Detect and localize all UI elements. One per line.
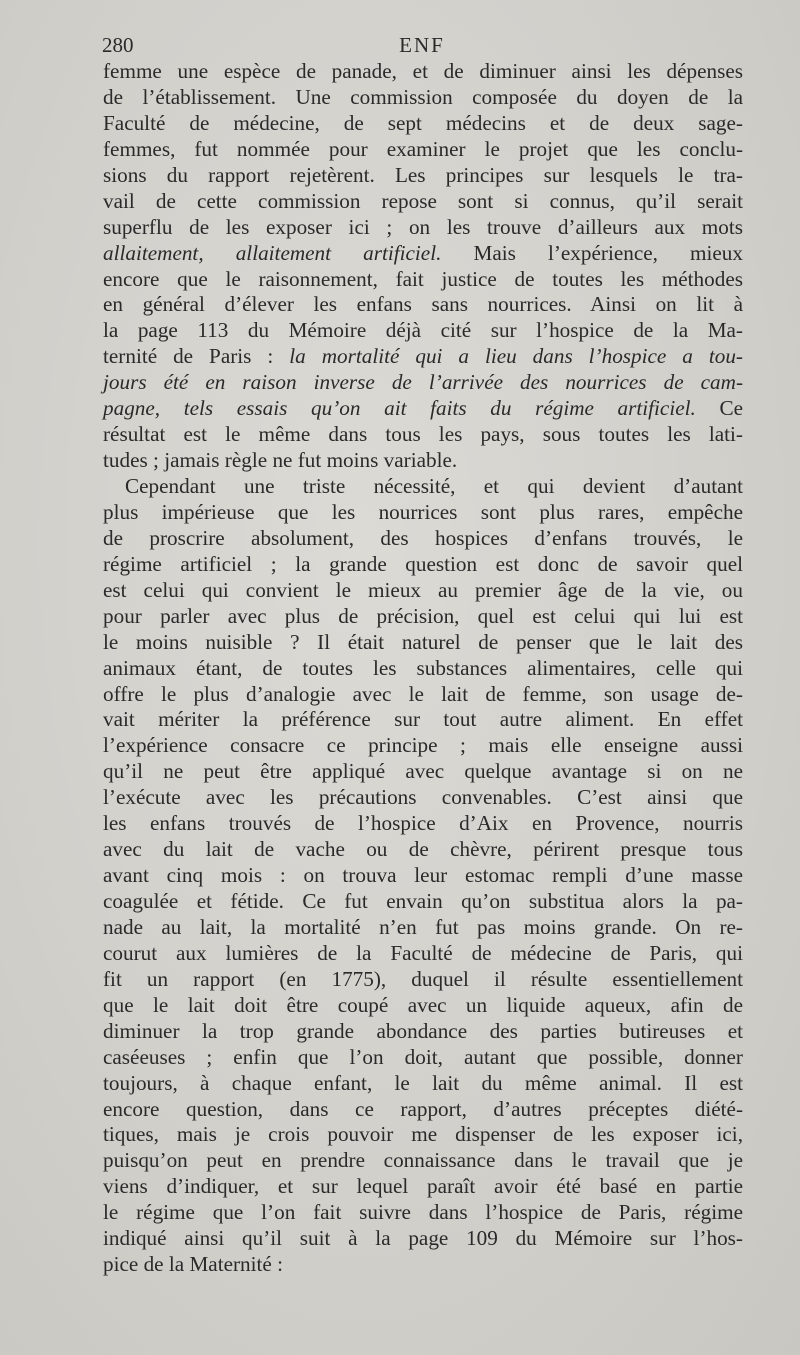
text-run: vait mériter la préférence sur tout autre aliment. En effet	[103, 707, 743, 732]
italic-text: allaitement, allaitement artificiel.	[103, 240, 442, 265]
running-head: ENF	[399, 33, 445, 57]
text-run: pour parler avec plus de précision, quel est celui qui lui est	[103, 603, 743, 628]
text-run: puisqu’on peut en prendre connaissance dans le travail que je	[103, 1148, 743, 1173]
text-line	[103, 863, 743, 889]
text-line	[103, 344, 743, 370]
text-line	[103, 137, 743, 163]
text-run: coagulée et fétide. Ce fut envain qu’on substitua alors la pa-	[103, 889, 743, 913]
text-run: les enfans trouvés de l’hospice d’Aix en Provence, nourris	[103, 811, 743, 836]
text-run: de l’établissement. Une commission composée du doyen de la	[103, 84, 743, 109]
text-run: offre le plus d’analogie avec le lait de femme, son usage de-	[103, 681, 743, 706]
text-run: Cependant une triste nécessité, et qui devient d’autant	[125, 474, 743, 498]
text-run: encore question, dans ce rapport, d’autres préceptes diété-	[103, 1096, 743, 1121]
text-run: de proscrire absolument, des hospices d’enfans trouvés, le	[103, 525, 743, 550]
text-line	[103, 837, 743, 863]
text-line	[103, 1019, 743, 1045]
text-line	[103, 733, 743, 759]
text-line	[103, 318, 743, 344]
text-line	[103, 474, 743, 500]
text-run: femmes, fut nommée pour examiner le projet que les conclu-	[103, 136, 743, 161]
text-line	[103, 578, 743, 604]
text-line	[103, 85, 743, 111]
text-line	[103, 1122, 743, 1148]
italic-text: pagne, tels essais qu’on ait faits du régime artificiel.	[103, 396, 696, 421]
text-run: qu’il ne peut être appliqué avec quelque avantage si on ne	[103, 759, 743, 784]
text-line	[103, 267, 743, 293]
italic-text: la mortalité qui a lieu dans l’hospice a tou-	[289, 344, 743, 369]
italic-text: jours été en raison inverse de l’arrivée des nourrices de cam-	[103, 370, 743, 395]
text-line	[103, 215, 743, 241]
text-line	[103, 500, 743, 526]
text-line	[103, 292, 743, 318]
text-run: caséeuses ; enfin que l’on doit, autant que possible, donner	[103, 1044, 743, 1069]
text-line	[103, 59, 743, 85]
text-run: indiqué ainsi qu’il suit à la page 109 du Mémoire sur l’hos-	[103, 1226, 743, 1251]
text-run: femme une espèce de panade, et de diminuer ainsi les dépenses	[103, 59, 743, 83]
text-line	[103, 1200, 743, 1226]
text-line	[103, 163, 743, 189]
text-run: avec du lait de vache ou de chèvre, périrent presque tous	[103, 837, 743, 862]
text-line	[103, 604, 743, 630]
body-text	[103, 59, 743, 1278]
text-run: Ce	[695, 396, 743, 421]
text-run: l’expérience consacre ce principe ; mais elle enseigne aussi	[103, 733, 743, 758]
text-run: tiques, mais je crois pouvoir me dispenser de les exposer ici,	[103, 1122, 743, 1147]
text-run: Mais l’expérience, mieux	[441, 240, 743, 265]
text-line	[103, 1071, 743, 1097]
text-run: résultat est le même dans tous les pays, sous toutes les lati-	[103, 422, 743, 447]
text-line	[103, 1097, 743, 1123]
text-run: Faculté de médecine, de sept médecins et de deux sage-	[103, 110, 743, 135]
text-run: viens d’indiquer, et sur lequel paraît avoir été basé en partie	[103, 1174, 743, 1199]
text-line	[103, 759, 743, 785]
text-run: régime artificiel ; la grande question est donc de savoir quel	[103, 551, 743, 576]
text-line	[103, 111, 743, 137]
text-line	[103, 1045, 743, 1071]
text-run: toujours, à chaque enfant, le lait du même animal. Il est	[103, 1070, 743, 1095]
text-line	[103, 967, 743, 993]
text-run: le régime que l’on fait suivre dans l’hospice de Paris, régime	[103, 1200, 743, 1225]
text-line	[103, 1252, 743, 1278]
text-line	[103, 941, 743, 967]
text-run: pice de la Maternité :	[103, 1252, 284, 1277]
text-run: vail de cette commission repose sont si connus, qu’il serait	[103, 188, 743, 213]
text-run: superflu de les exposer ici ; on les trouve d’ailleurs aux mots	[103, 214, 743, 239]
text-run: sions du rapport rejetèrent. Les principes sur lesquels le tra-	[103, 162, 743, 187]
text-line	[103, 1148, 743, 1174]
text-run: animaux étant, de toutes les substances alimentaires, celle qui	[103, 655, 743, 680]
text-run: que le lait doit être coupé avec un liquide aqueux, afin de	[103, 992, 743, 1017]
text-line	[103, 1226, 743, 1252]
text-line	[103, 370, 743, 396]
text-line	[103, 915, 743, 941]
text-line	[103, 630, 743, 656]
text-line	[103, 396, 743, 422]
paragraph	[103, 59, 743, 474]
page-number: 280	[102, 33, 134, 57]
text-run: fit un rapport (en 1775), duquel il résulte essentiellement	[103, 966, 743, 991]
text-run: ternité de Paris :	[103, 344, 290, 369]
text-run: tudes ; jamais règle ne fut moins variable.	[103, 448, 458, 473]
text-run: courut aux lumières de la Faculté de médecine de Paris, qui	[103, 940, 743, 965]
text-run: le moins nuisible ? Il était naturel de penser que le lait des	[103, 629, 743, 654]
text-line	[103, 656, 743, 682]
text-line	[103, 889, 743, 915]
text-run: plus impérieuse que les nourrices sont plus rares, empêche	[103, 499, 743, 524]
text-line	[103, 707, 743, 733]
text-run: est celui qui convient le mieux au premier âge de la vie, ou	[103, 577, 743, 602]
text-run: diminuer la trop grande abondance des parties butireuses et	[103, 1018, 743, 1043]
text-run: avant cinq mois : on trouva leur estomac rempli d’une masse	[103, 863, 743, 888]
text-line	[103, 189, 743, 215]
text-run: en général d’élever les enfans sans nourrices. Ainsi on lit à	[103, 292, 743, 317]
text-line	[103, 422, 743, 448]
text-run: encore que le raisonnement, fait justice de toutes les méthodes	[103, 266, 743, 291]
text-line	[103, 1174, 743, 1200]
text-run: nade au lait, la mortalité n’en fut pas moins grande. On re-	[103, 914, 743, 939]
text-line	[103, 785, 743, 811]
text-line	[103, 552, 743, 578]
text-run: la page 113 du Mémoire déjà cité sur l’hospice de la Ma-	[103, 318, 743, 343]
text-line	[103, 241, 743, 267]
text-line	[103, 993, 743, 1019]
text-line	[103, 448, 743, 474]
text-run: l’exécute avec les précautions convenables. C’est ainsi que	[103, 785, 743, 810]
paragraph	[103, 474, 743, 1278]
text-line	[103, 811, 743, 837]
text-line	[103, 526, 743, 552]
text-line	[103, 682, 743, 708]
page-header	[102, 30, 742, 60]
